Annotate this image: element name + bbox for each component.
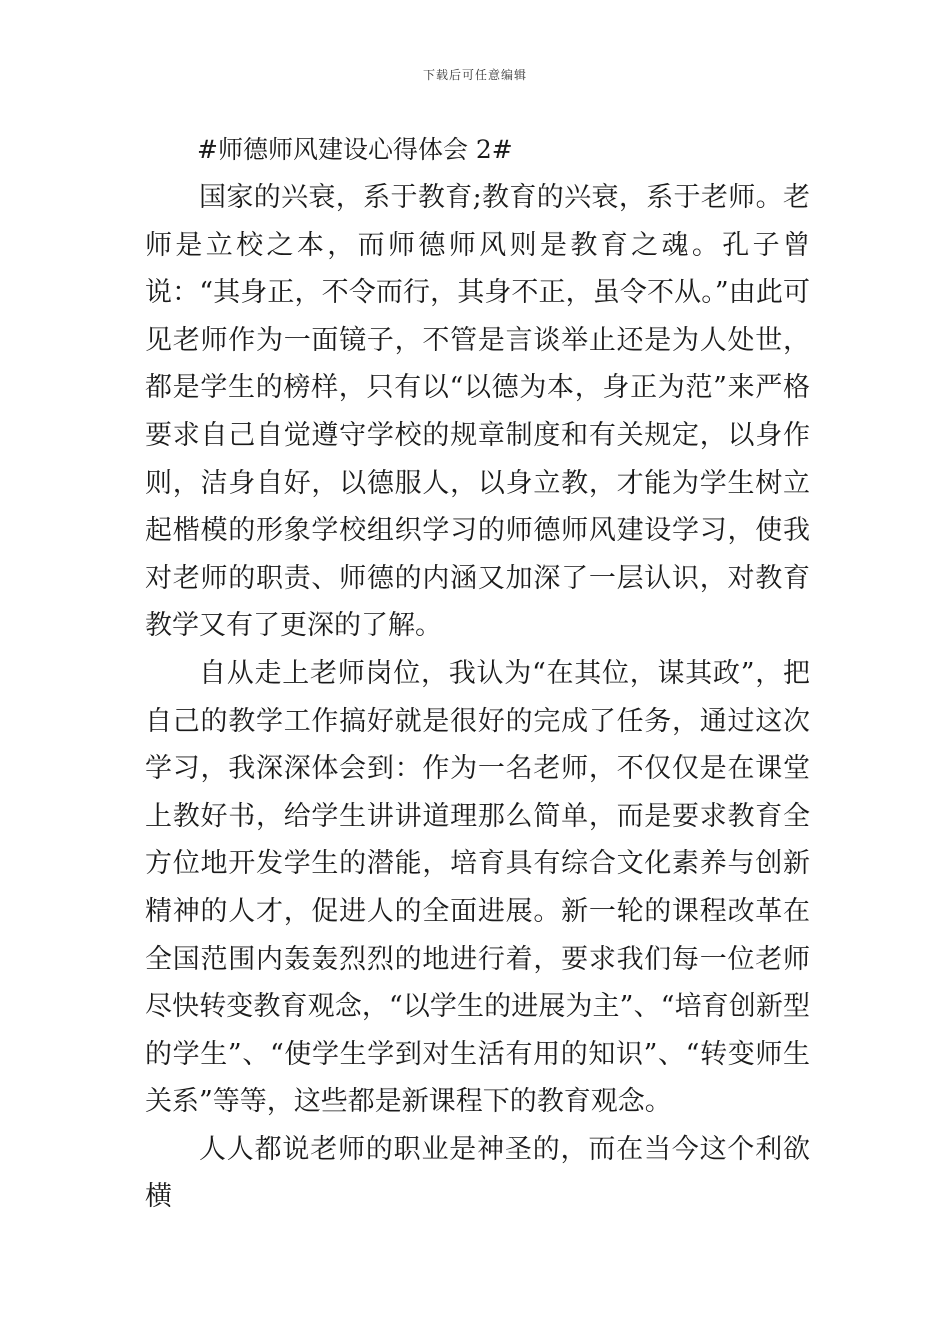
header-note: 下载后可任意编辑 — [422, 68, 527, 82]
document-title: #师德师风建设心得体会 2# — [197, 135, 513, 164]
document-body — [145, 130, 810, 1221]
paragraph-2: 自从走上老师岗位，我认为“在其位，谋其政”，把自己的教学工作搞好就是很好的完成了任务，通过这次学习，我深深体会到：作为一名老师，不仅仅是在课堂上教好书，给学生讲讲道理那么简单，而是要求教育全方位地开发学生的潜能，培育具有综合文化素养与创新精神的人才，促进人的全面进展。新一轮的课程改革在全国范围内轰轰烈烈的地进行着，要求我们每一位老师尽快转变教育观念，“以学生的进展为主”、“培育创新型的学生”、“使学生学到对生活有用的知识”、“转变师生关系”等等，这些都是新课程下的教育观念。 — [145, 657, 810, 1118]
paragraph-3: 人人都说老师的职业是神圣的，而在当今这个利欲横 — [145, 1133, 810, 1213]
paragraph-1: 国家的兴衰，系于教育;教育的兴衰，系于老师。老师是立校之本，而师德师风则是教育之魂。孔子曾说：“其身正，不令而行，其身不正，虽令不从。”由此可见老师作为一面镜子，不管是言谈举止还是为人处世，都是学生的榜样，只有以“以德为本，身正为范”来严格要求自己自觉遵守学校的规章制度和有关规定，以身作则，洁身自好，以德服人，以身立教，才能为学生树立起楷模的形象学校组织学习的师德师风建设学习，使我对老师的职责、师德的内涵又加深了一层认识，对教育教学又有了更深的了解。 — [145, 182, 810, 642]
